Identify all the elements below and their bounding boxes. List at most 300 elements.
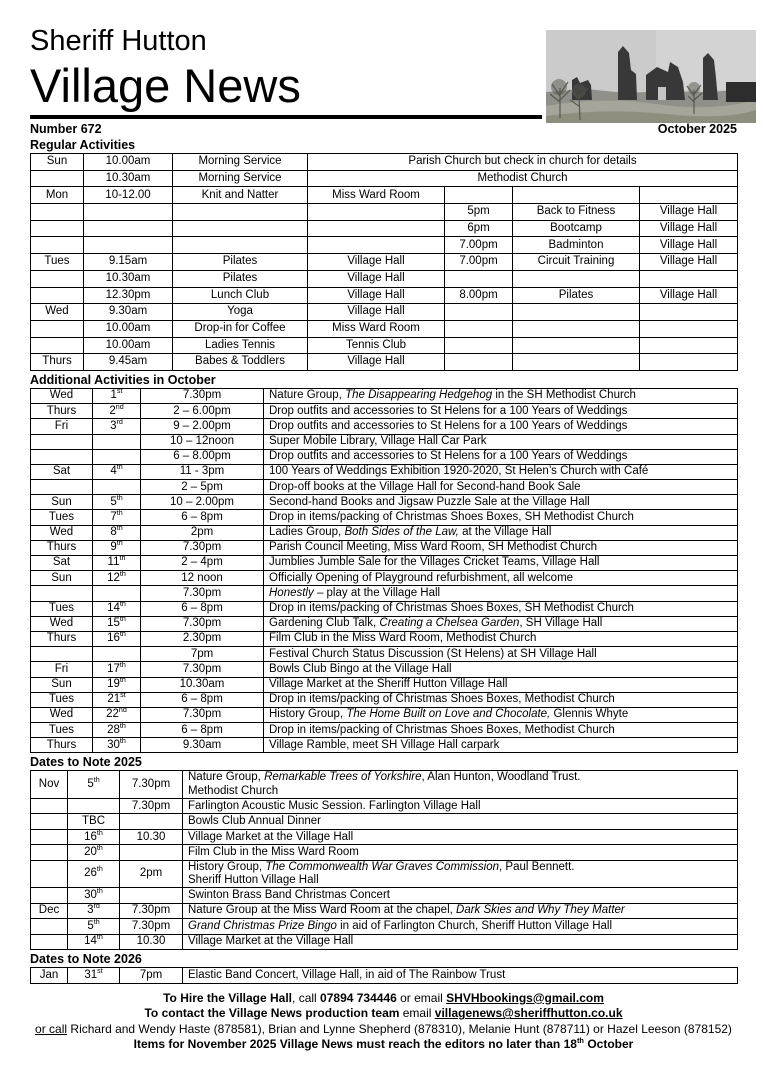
table-row bbox=[31, 464, 738, 479]
date-cell: 16th bbox=[93, 631, 141, 646]
description-cell bbox=[264, 495, 738, 510]
date-cell: 14th bbox=[93, 601, 141, 616]
day-cell: Wed bbox=[31, 388, 93, 403]
footer-line bbox=[30, 1006, 737, 1022]
table-row bbox=[31, 631, 738, 646]
description-cell bbox=[183, 919, 738, 935]
text-segment: Farlington Acoustic Music Session. Farlington Village Hall bbox=[188, 799, 481, 812]
time-cell: 10 – 12noon bbox=[141, 434, 264, 449]
ordinal-suffix: th bbox=[116, 525, 123, 533]
date-cell bbox=[93, 647, 141, 662]
date-cell: 28th bbox=[93, 723, 141, 738]
description-cell bbox=[264, 677, 738, 692]
ordinal-suffix: th bbox=[119, 616, 126, 624]
cell bbox=[308, 220, 445, 237]
day-cell bbox=[31, 586, 93, 601]
text-segment: Honestly bbox=[269, 586, 314, 599]
description-cell bbox=[183, 814, 738, 830]
text-segment: Village Market at the Village Hall bbox=[188, 830, 354, 843]
section-label-dates-2025: Dates to Note 2025 bbox=[30, 755, 142, 770]
description-cell bbox=[264, 540, 738, 555]
time-cell: 10 – 2.00pm bbox=[141, 495, 264, 510]
text-segment: Village Market at the Village Hall bbox=[188, 935, 354, 948]
text-segment: Sheriff Hutton Village Hall bbox=[188, 874, 319, 887]
cell bbox=[84, 220, 173, 237]
cell: 9.45am bbox=[84, 354, 173, 371]
cell bbox=[31, 337, 84, 354]
date-cell: 5th bbox=[93, 495, 141, 510]
table-row bbox=[31, 814, 738, 830]
text-segment: Nature Group, bbox=[188, 771, 265, 784]
time-cell bbox=[120, 845, 183, 861]
table-row bbox=[31, 616, 738, 631]
table-row bbox=[31, 798, 738, 814]
day-cell bbox=[31, 480, 93, 495]
text-segment: Drop outfits and accessories to St Helens for a 100 Years of Weddings bbox=[269, 450, 628, 463]
text-segment: History Group, bbox=[188, 860, 266, 873]
time-cell: 7.30pm bbox=[141, 707, 264, 722]
email-link[interactable]: villagenews@sheriffhutton.co.uk bbox=[434, 1006, 623, 1021]
cell: Tennis Club bbox=[308, 337, 445, 354]
table-row bbox=[31, 903, 738, 919]
description-cell bbox=[264, 419, 738, 434]
time-cell: 9 – 2.00pm bbox=[141, 419, 264, 434]
time-cell: 2.30pm bbox=[141, 631, 264, 646]
table-row bbox=[31, 556, 738, 571]
text-segment: Items for November 2025 Village News must reach the editors no later than 18 bbox=[133, 1037, 577, 1052]
day-cell: Wed bbox=[31, 525, 93, 540]
time-cell: 7.30pm bbox=[141, 540, 264, 555]
cell bbox=[513, 187, 640, 204]
cell: 7.00pm bbox=[445, 237, 513, 254]
date-cell: 20th bbox=[68, 845, 120, 861]
text-segment: Drop in items/packing of Christmas Shoes Boxes, Methodist Church bbox=[269, 693, 615, 706]
text-segment: October bbox=[583, 1037, 634, 1052]
date-cell: 16th bbox=[68, 829, 120, 845]
date-cell: 15th bbox=[93, 616, 141, 631]
cell: Village Hall bbox=[640, 204, 738, 221]
time-cell bbox=[120, 888, 183, 904]
cell: 8.00pm bbox=[445, 287, 513, 304]
cell: 12.30pm bbox=[84, 287, 173, 304]
text-segment: The Commonwealth War Graves Commission bbox=[265, 860, 500, 873]
table-row bbox=[31, 204, 738, 221]
cell bbox=[640, 354, 738, 371]
description-cell bbox=[264, 556, 738, 571]
day-cell: Wed bbox=[31, 616, 93, 631]
table-row bbox=[31, 304, 738, 321]
text-segment: To Hire the Village Hall bbox=[163, 990, 293, 1005]
text-segment: or email bbox=[396, 990, 447, 1005]
table-row bbox=[31, 254, 738, 271]
text-segment: in aid of Farlington Church, Sheriff Hutton Village Hall bbox=[336, 919, 613, 932]
date-cell: TBC bbox=[68, 814, 120, 830]
description-cell bbox=[264, 586, 738, 601]
date-cell: 3rd bbox=[68, 903, 120, 919]
ordinal-suffix: th bbox=[116, 540, 123, 548]
text-segment: Jumblies Jumble Sale for the Villages Cricket Teams, Village Hall bbox=[269, 556, 600, 569]
text-segment: 07894 734446 bbox=[320, 990, 397, 1005]
dates-to-note-2025-table bbox=[30, 770, 738, 950]
cell: 10-12.00 bbox=[84, 187, 173, 204]
date-cell: 2nd bbox=[93, 404, 141, 419]
day-cell bbox=[31, 798, 68, 814]
day-cell: Tues bbox=[31, 510, 93, 525]
description-cell bbox=[183, 934, 738, 950]
time-cell: 6 – 8.00pm bbox=[141, 449, 264, 464]
date-cell: 1st bbox=[93, 388, 141, 403]
cell bbox=[31, 320, 84, 337]
cell: 6pm bbox=[445, 220, 513, 237]
cell bbox=[308, 204, 445, 221]
text-segment: Glennis Whyte bbox=[550, 708, 629, 721]
ordinal-suffix: nd bbox=[115, 403, 124, 411]
time-cell: 10.30am bbox=[141, 677, 264, 692]
description-cell bbox=[264, 434, 738, 449]
text-segment: Nature Group, bbox=[269, 389, 346, 402]
page-content bbox=[30, 0, 737, 1053]
cell bbox=[445, 337, 513, 354]
day-cell: Fri bbox=[31, 419, 93, 434]
day-cell: Tues bbox=[31, 692, 93, 707]
text-segment: Drop-off books at the Village Hall for Second-hand Book Sale bbox=[269, 480, 581, 493]
table-row bbox=[31, 434, 738, 449]
cell bbox=[513, 304, 640, 321]
cell bbox=[445, 187, 513, 204]
day-cell bbox=[31, 860, 68, 887]
cell: Ladies Tennis bbox=[173, 337, 308, 354]
date-cell: 14th bbox=[68, 934, 120, 950]
text-segment: Drop in items/packing of Christmas Shoes Boxes, SH Methodist Church bbox=[269, 510, 634, 523]
cell bbox=[640, 304, 738, 321]
cell bbox=[640, 337, 738, 354]
time-cell: 7pm bbox=[120, 968, 183, 984]
cell bbox=[640, 320, 738, 337]
cell: Yoga bbox=[173, 304, 308, 321]
issue-number: Number 672 bbox=[30, 122, 102, 136]
table-row bbox=[31, 934, 738, 950]
cell bbox=[31, 220, 84, 237]
time-cell: 7.30pm bbox=[141, 616, 264, 631]
table-row bbox=[31, 270, 738, 287]
description-cell bbox=[264, 616, 738, 631]
cell: Village Hall bbox=[640, 220, 738, 237]
cell: 9.30am bbox=[84, 304, 173, 321]
description-cell bbox=[264, 647, 738, 662]
email-link[interactable]: SHVHbookings@gmail.com bbox=[446, 990, 604, 1005]
date-cell: 17th bbox=[93, 662, 141, 677]
cell: 10.30am bbox=[84, 270, 173, 287]
ordinal-suffix: th bbox=[96, 865, 103, 874]
text-segment: Remarkable Trees of Yorkshire bbox=[264, 771, 422, 784]
cell: 10.00am bbox=[84, 337, 173, 354]
footer-line bbox=[30, 1037, 737, 1053]
regular-activities-table bbox=[30, 153, 738, 371]
table-row bbox=[31, 860, 738, 887]
text-segment: Film Club in the Miss Ward Room, Methodist Church bbox=[269, 632, 537, 645]
text-segment: or call bbox=[35, 1021, 68, 1036]
description-cell bbox=[264, 738, 738, 753]
day-cell bbox=[31, 919, 68, 935]
section-label-regular: Regular Activities bbox=[30, 138, 136, 152]
table-row bbox=[31, 692, 738, 707]
cell bbox=[31, 270, 84, 287]
table-row bbox=[31, 449, 738, 464]
ordinal-suffix: th bbox=[119, 601, 126, 609]
table-row bbox=[31, 677, 738, 692]
cell bbox=[640, 187, 738, 204]
table-row bbox=[31, 662, 738, 677]
cell bbox=[308, 237, 445, 254]
text-segment: Bowls Club Bingo at the Village Hall bbox=[269, 662, 452, 675]
date-cell: 31st bbox=[68, 968, 120, 984]
description-cell bbox=[264, 525, 738, 540]
date-cell: 5th bbox=[68, 771, 120, 798]
cell: Miss Ward Room bbox=[308, 320, 445, 337]
time-cell: 10.30 bbox=[120, 829, 183, 845]
cell bbox=[31, 237, 84, 254]
date-cell bbox=[93, 434, 141, 449]
day-cell: Sun bbox=[31, 571, 93, 586]
day-cell: Fri bbox=[31, 662, 93, 677]
newsletter-title: Village News bbox=[30, 59, 301, 112]
cell: Tues bbox=[31, 254, 84, 271]
date-cell: 11th bbox=[93, 556, 141, 571]
time-cell: 7.30pm bbox=[141, 662, 264, 677]
time-cell: 6 – 8pm bbox=[141, 510, 264, 525]
table-row bbox=[31, 968, 738, 984]
cell: Circuit Training bbox=[513, 254, 640, 271]
text-segment: Gardening Club Talk, bbox=[269, 617, 380, 630]
text-segment: Super Mobile Library, Village Hall Car Park bbox=[269, 434, 487, 447]
ordinal-suffix: rd bbox=[93, 903, 100, 911]
cell bbox=[31, 204, 84, 221]
text-segment: Both Sides of the Law, bbox=[344, 526, 459, 539]
footer-line bbox=[30, 991, 737, 1007]
cell: 10.30am bbox=[84, 170, 173, 187]
date-cell: 8th bbox=[93, 525, 141, 540]
table-row bbox=[31, 738, 738, 753]
additional-activities-table bbox=[30, 388, 738, 754]
description-cell bbox=[183, 829, 738, 845]
issue-row bbox=[30, 122, 737, 136]
text-segment: in the SH Methodist Church bbox=[492, 389, 636, 402]
cell: Back to Fitness bbox=[513, 204, 640, 221]
cell bbox=[445, 320, 513, 337]
table-row bbox=[31, 154, 738, 171]
time-cell: 6 – 8pm bbox=[141, 601, 264, 616]
table-row bbox=[31, 586, 738, 601]
table-row bbox=[31, 187, 738, 204]
table-row bbox=[31, 571, 738, 586]
day-cell: Thurs bbox=[31, 404, 93, 419]
ordinal-suffix: th bbox=[119, 570, 126, 578]
description-cell bbox=[264, 631, 738, 646]
description-cell bbox=[183, 968, 738, 984]
description-cell bbox=[264, 601, 738, 616]
time-cell: 2 – 4pm bbox=[141, 556, 264, 571]
text-segment: Swinton Brass Band Christmas Concert bbox=[188, 888, 390, 901]
cell: Pilates bbox=[173, 270, 308, 287]
text-segment: Drop in items/packing of Christmas Shoes Boxes, Methodist Church bbox=[269, 723, 615, 736]
cell: Morning Service bbox=[173, 154, 308, 171]
table-row bbox=[31, 388, 738, 403]
date-cell: 12th bbox=[93, 571, 141, 586]
cell bbox=[445, 354, 513, 371]
day-cell: Sun bbox=[31, 677, 93, 692]
text-segment: 100 Years of Weddings Exhibition 1920-2020, St Helen’s Church with Café bbox=[269, 465, 649, 478]
time-cell: 11 - 3pm bbox=[141, 464, 264, 479]
cell: Parish Church but check in church for details bbox=[308, 154, 738, 171]
cell: Babes & Toddlers bbox=[173, 354, 308, 371]
ordinal-suffix: rd bbox=[116, 418, 123, 426]
ordinal-suffix: th bbox=[116, 494, 123, 502]
cell: Methodist Church bbox=[308, 170, 738, 187]
text-segment: Drop in items/packing of Christmas Shoes Boxes, SH Methodist Church bbox=[269, 602, 634, 615]
description-cell bbox=[264, 510, 738, 525]
cell: Miss Ward Room bbox=[308, 187, 445, 204]
day-cell: Jan bbox=[31, 968, 68, 984]
time-cell: 7.30pm bbox=[141, 388, 264, 403]
issue-month: October 2025 bbox=[657, 122, 737, 136]
cell bbox=[445, 270, 513, 287]
text-segment: Elastic Band Concert, Village Hall, in aid of The Rainbow Trust bbox=[188, 968, 506, 981]
description-cell bbox=[264, 480, 738, 495]
ordinal-suffix: st bbox=[120, 692, 126, 700]
table-row bbox=[31, 337, 738, 354]
cell: Village Hall bbox=[308, 304, 445, 321]
time-cell: 10.30 bbox=[120, 934, 183, 950]
cell: Village Hall bbox=[308, 254, 445, 271]
cell bbox=[513, 354, 640, 371]
text-segment: Bowls Club Annual Dinner bbox=[188, 815, 321, 828]
cell bbox=[640, 270, 738, 287]
table-row bbox=[31, 647, 738, 662]
table-row bbox=[31, 540, 738, 555]
date-cell bbox=[93, 449, 141, 464]
ordinal-suffix: th bbox=[96, 829, 103, 837]
text-segment: History Group, bbox=[269, 708, 347, 721]
cell: Morning Service bbox=[173, 170, 308, 187]
ordinal-suffix: th bbox=[116, 464, 123, 472]
text-segment: Creating a Chelsea Garden bbox=[379, 617, 520, 630]
date-cell: 5th bbox=[68, 919, 120, 935]
time-cell: 7.30pm bbox=[120, 919, 183, 935]
text-segment: th bbox=[576, 1036, 584, 1046]
description-cell bbox=[264, 723, 738, 738]
table-row bbox=[31, 320, 738, 337]
text-segment: Ladies Group, bbox=[269, 526, 345, 539]
footer bbox=[30, 991, 737, 1053]
date-cell: 30th bbox=[93, 738, 141, 753]
text-segment: Richard and Wendy Haste (878581), Brian and Lynne Shepherd (878310), Melanie Hunt (878711) or Hazel Leeson (878152) bbox=[67, 1021, 732, 1036]
cell bbox=[31, 287, 84, 304]
table-row bbox=[31, 919, 738, 935]
text-segment: , call bbox=[292, 990, 321, 1005]
cell: Thurs bbox=[31, 354, 84, 371]
text-segment: Village Market at the Sheriff Hutton Village Hall bbox=[269, 677, 508, 690]
cell: 9.15am bbox=[84, 254, 173, 271]
cell bbox=[84, 237, 173, 254]
date-cell: 30th bbox=[68, 888, 120, 904]
cell: 5pm bbox=[445, 204, 513, 221]
cell: Badminton bbox=[513, 237, 640, 254]
day-cell: Sat bbox=[31, 464, 93, 479]
text-segment: Festival Church Status Discussion (St Helens) at SH Village Hall bbox=[269, 647, 597, 660]
description-cell bbox=[264, 464, 738, 479]
table-row bbox=[31, 723, 738, 738]
cell: Knit and Natter bbox=[173, 187, 308, 204]
table-row bbox=[31, 525, 738, 540]
time-cell: 6 – 8pm bbox=[141, 723, 264, 738]
time-cell: 2 – 6.00pm bbox=[141, 404, 264, 419]
day-cell: Sun bbox=[31, 495, 93, 510]
ordinal-suffix: nd bbox=[118, 707, 127, 715]
section-label-additional: Additional Activities in October bbox=[30, 372, 216, 387]
table-row bbox=[31, 707, 738, 722]
title-underline bbox=[30, 115, 542, 119]
date-cell: 21st bbox=[93, 692, 141, 707]
text-segment: Methodist Church bbox=[188, 784, 279, 797]
ordinal-suffix: th bbox=[119, 737, 126, 745]
day-cell: Sat bbox=[31, 556, 93, 571]
cell: Sun bbox=[31, 154, 84, 171]
description-cell bbox=[264, 388, 738, 403]
cell: 10.00am bbox=[84, 154, 173, 171]
description-cell bbox=[183, 798, 738, 814]
description-cell bbox=[183, 903, 738, 919]
date-cell: 4th bbox=[93, 464, 141, 479]
description-cell bbox=[183, 845, 738, 861]
dates-to-note-2026-table bbox=[30, 967, 738, 984]
day-cell: Thurs bbox=[31, 631, 93, 646]
table-row bbox=[31, 354, 738, 371]
text-segment: Second-hand Books and Jigsaw Puzzle Sale at the Village Hall bbox=[269, 495, 590, 508]
table-row bbox=[31, 495, 738, 510]
day-cell: Tues bbox=[31, 601, 93, 616]
text-segment: Nature Group at the Miss Ward Room at the chapel, bbox=[188, 904, 457, 917]
day-cell bbox=[31, 829, 68, 845]
text-segment: Film Club in the Miss Ward Room bbox=[188, 846, 359, 859]
table-row bbox=[31, 220, 738, 237]
time-cell: 7.30pm bbox=[120, 903, 183, 919]
section-label-dates-2026: Dates to Note 2026 bbox=[30, 952, 142, 967]
cell bbox=[173, 220, 308, 237]
table-row bbox=[31, 404, 738, 419]
description-cell bbox=[264, 707, 738, 722]
text-segment: Grand Christmas Prize Bingo bbox=[188, 919, 337, 932]
description-cell bbox=[264, 571, 738, 586]
day-cell: Wed bbox=[31, 707, 93, 722]
cell bbox=[513, 337, 640, 354]
date-cell bbox=[93, 586, 141, 601]
day-cell: Nov bbox=[31, 771, 68, 798]
table-row bbox=[31, 601, 738, 616]
ordinal-suffix: th bbox=[119, 677, 126, 685]
description-cell bbox=[183, 888, 738, 904]
date-cell: 7th bbox=[93, 510, 141, 525]
footer-line bbox=[30, 1022, 737, 1038]
text-segment: The Home Built on Love and Chocolate, bbox=[346, 708, 551, 721]
cell: Village Hall bbox=[308, 270, 445, 287]
ordinal-suffix: th bbox=[96, 844, 103, 853]
text-segment: Officially Opening of Playground refurbishment, all welcome bbox=[269, 571, 574, 584]
table-row bbox=[31, 237, 738, 254]
time-cell: 2 – 5pm bbox=[141, 480, 264, 495]
cell: Mon bbox=[31, 187, 84, 204]
cell: Wed bbox=[31, 304, 84, 321]
day-cell bbox=[31, 888, 68, 904]
